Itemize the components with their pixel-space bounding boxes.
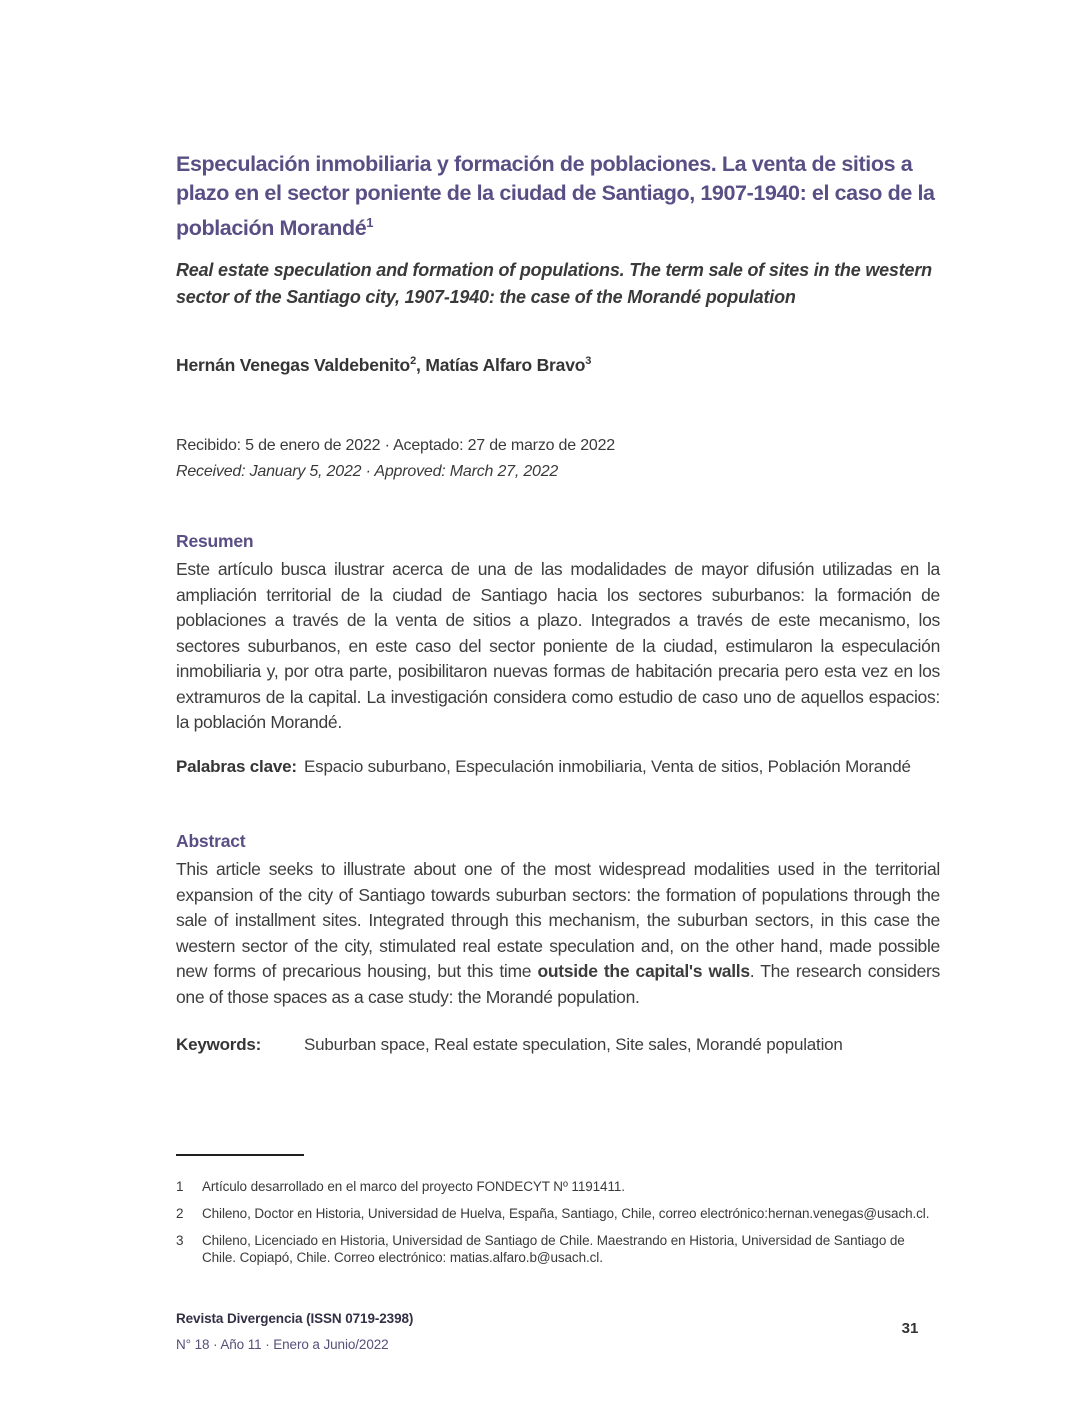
article-title-spanish-text: Especulación inmobiliaria y formación de poblaciones. La venta de sitios a plazo en el sector poniente de la ciudad de Santiago, 1907-1940: el caso de la población Morandé — [176, 152, 935, 241]
footnote-number: 3 — [176, 1233, 184, 1248]
footnote-text: Chileno, Licenciado en Historia, Universidad de Santiago de Chile. Maestrando en Historia, Universidad de Santiago de Chile. Copiapó, Chile. Correo electrónico: matias.alfaro.b@usach.cl. — [202, 1233, 905, 1265]
footnote-text: Chileno, Doctor en Historia, Universidad de Huelva, España, Santiago, Chile, correo electrónico:hernan.venegas@usach.cl. — [202, 1206, 930, 1221]
dates-block — [176, 433, 940, 485]
received-accepted-spanish: Recibido: 5 de enero de 2022 · Aceptado: 27 de marzo de 2022 — [176, 437, 615, 454]
page-number: 31 — [901, 1320, 919, 1337]
keywords-value: Suburban space, Real estate speculation, Site sales, Morandé population — [304, 1035, 843, 1054]
author-2-name: Matías Alfaro Bravo — [425, 355, 586, 375]
author-2-footnote-marker: 3 — [585, 355, 592, 368]
palabras-clave-row — [176, 757, 940, 777]
abstract-heading: Abstract — [176, 831, 246, 851]
palabras-clave-value: Espacio suburbano, Especulación inmobiliaria, Venta de sitios, Población Morandé — [304, 757, 911, 776]
article-title-spanish — [176, 150, 940, 243]
keywords-row — [176, 1035, 940, 1055]
resumen-body: Este artículo busca ilustrar acerca de una de las modalidades de mayor difusión utilizadas en la ampliación territorial de la ciudad de Santiago hacia los sectores suburbanos: la formación de poblaciones a través de la venta de sitios a plazo. Integrados a través de este mecanismo, los sectores suburbanos, en este caso del sector poniente de la ciudad, estimularon la especulación inmobiliaria y, por otra parte, posibilitaron nuevas formas de habitación precaria pero esta vez en los extramuros de la capital. La investigación considera como estudio de caso uno de aquellos espacios: la población Morandé. — [176, 559, 940, 732]
footnote-separator-rule — [176, 1154, 304, 1156]
footnote-item — [176, 1232, 940, 1266]
received-approved-english: Received: January 5, 2022 · Approved: March 27, 2022 — [176, 463, 559, 480]
title-footnote-marker: 1 — [366, 215, 374, 230]
authors-line — [176, 355, 940, 376]
authors-separator: , — [415, 355, 426, 375]
footnote-number: 2 — [176, 1206, 184, 1221]
footnote-item — [176, 1205, 940, 1222]
palabras-clave-label: Palabras clave: — [176, 757, 297, 776]
journal-issue-info: N° 18 · Año 11 · Enero a Junio/2022 — [176, 1337, 389, 1352]
journal-name: Revista Divergencia (ISSN 0719-2398) — [176, 1311, 414, 1326]
author-1-footnote-marker: 2 — [410, 355, 416, 368]
abstract-body-pre: This article seeks to illustrate about one of the most widespread modalities used in the territorial expansion of the city of Santiago towards suburban sectors: the formation of populations through the sale of installment sites. Integrated through this mechanism, the suburban sectors, in this case the western sector of the city, stimulated real estate speculation and, on the other hand, made possible new forms of precarious housing, but this time — [176, 859, 940, 981]
footnotes-list — [176, 1178, 940, 1276]
abstract-body — [176, 857, 940, 1010]
abstract-body-post: . The research considers one of those spaces as a case study: the Morandé population. — [176, 961, 940, 1007]
footnote-text: Artículo desarrollado en el marco del proyecto FONDECYT Nº 1191411. — [202, 1179, 625, 1194]
resumen-heading: Resumen — [176, 531, 254, 551]
author-1-name: Hernán Venegas Valdebenito — [176, 355, 411, 375]
article-title-english: Real estate speculation and formation of populations. The term sale of sites in the western sector of the Santiago city, 1907-1940: the case of the Morandé population — [176, 260, 932, 307]
footnote-number: 1 — [176, 1179, 184, 1194]
keywords-label: Keywords: — [176, 1035, 262, 1054]
journal-footer — [176, 1306, 940, 1358]
footnote-item — [176, 1178, 940, 1195]
abstract-body-bold: outside the capital's walls — [537, 961, 750, 981]
